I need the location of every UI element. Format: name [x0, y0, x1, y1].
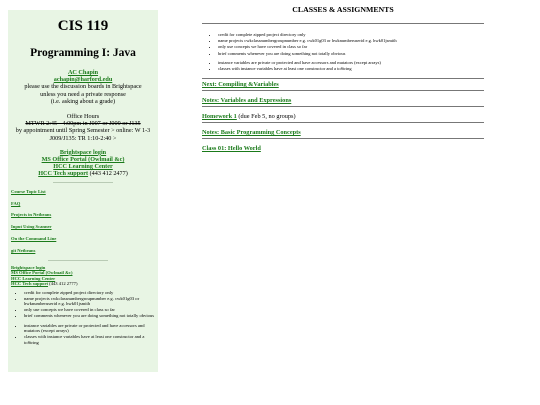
list-item: • instance variables are private or protected and have accessors and mutators (except arrays): [24, 323, 158, 334]
mini-tech-support-link[interactable]: HCC Tech support: [11, 281, 49, 287]
divider: [53, 182, 113, 183]
list-item: • classes with instance variables have at least one constructor and a toString: [218, 66, 484, 72]
divider: [202, 122, 484, 123]
office-portal-link[interactable]: MS Office Portal (Owlmail &c): [41, 156, 125, 164]
section-next: [202, 78, 484, 91]
homework-1-link[interactable]: Homework 1: [202, 112, 237, 120]
contact-note-2: unless you need a private response: [40, 90, 126, 98]
resource-links: [8, 149, 158, 178]
nav-faq[interactable]: FAQ: [11, 200, 21, 206]
section-notes-variables: [202, 97, 484, 107]
list-item: • credit for complete zipped project directory only: [24, 290, 158, 296]
office-hours: [8, 113, 158, 142]
divider: [202, 78, 484, 79]
mini-office-portal-link[interactable]: MS Office Portal (Owlmail &c): [11, 270, 73, 276]
tech-support-phone: (443 412 2477): [89, 170, 128, 178]
list-item: • name projects cwkclassnumbergroupnumber e.g. cwk01g03 or hwknumberuserid e.g. hwk01jsmith: [218, 38, 484, 44]
nav-input-using-scanner[interactable]: Input Using Scanner: [11, 224, 52, 230]
course-name: Programming I: Java: [30, 47, 136, 59]
mini-tech-phone: (443 412 2777): [49, 281, 78, 287]
divider: [202, 90, 484, 91]
list-item: • only use concepts we have covered in class so far: [24, 307, 158, 313]
divider: [48, 260, 108, 261]
nav-git-netbeans[interactable]: git Netbeans: [11, 248, 36, 254]
nav-list: [11, 189, 158, 254]
next-compiling-link[interactable]: Next: Compiling &Variables: [202, 80, 279, 88]
tech-support-link[interactable]: HCC Tech support: [38, 170, 89, 178]
contact-note-1: please use the discussion boards in Brightspace: [24, 83, 142, 91]
nav-command-line[interactable]: On the Command Line: [11, 236, 57, 242]
list-item: • credit for complete zipped project directory only: [218, 32, 484, 38]
nav-projects-in-netbeans[interactable]: Projects in Netbeans: [11, 212, 52, 218]
list-item: • name projects cwkclassnumbergroupnumber e.g. cwk01g03 or hwknumberuserid e.g. hwk01jsmith: [24, 296, 158, 307]
office-hours-heading: Office Hours: [66, 113, 100, 121]
class01-hello-world-link[interactable]: Class 01: Hello World: [202, 144, 261, 152]
section-homework: [202, 113, 484, 123]
contact-note-3: (i.e. asking about a grade): [50, 97, 116, 105]
section-class01: [202, 145, 484, 152]
nav-course-topic-list[interactable]: Course Topic List: [11, 188, 46, 194]
notes-basic-link[interactable]: Notes: Basic Programming Concepts: [202, 128, 301, 136]
instructor-link[interactable]: AC Chapin: [67, 69, 99, 76]
list-item: • brief comments whenever you are doing something not totally obvious: [218, 51, 484, 57]
mini-brightspace-link[interactable]: Brightspace login: [11, 264, 46, 270]
brightspace-link[interactable]: Brightspace login: [59, 148, 107, 156]
page-title: CLASSES & ASSIGNMENTS: [292, 5, 394, 14]
divider: [202, 23, 484, 24]
office-hours-line-1: by appointment until Spring Semester > online: W 1-3: [15, 127, 151, 135]
list-item: • brief comments whenever you are doing something not totally obvious: [24, 313, 158, 319]
divider: [202, 138, 484, 139]
sidebar: [8, 10, 158, 372]
course-number: CIS 119: [57, 18, 109, 34]
office-hours-line-2: J009/J135: TR 1:10-2:40 >: [49, 134, 117, 142]
list-item: • classes with instance variables have at least one constructor and a toString: [24, 334, 158, 345]
office-hours-old: MTWR 2:45 - 4:00pm in J007 or J009 or J135: [25, 120, 141, 128]
list-item: • only use concepts we have covered in class so far: [218, 44, 484, 50]
notes-variables-link[interactable]: Notes: Variables and Expressions: [202, 96, 292, 104]
list-item: • instance variables are private or protected and have accessors and mutators (except arrays): [218, 60, 484, 66]
main-notes: [202, 32, 484, 72]
email-link[interactable]: achapin@harford.edu: [53, 76, 113, 84]
divider: [202, 106, 484, 107]
mini-learning-center-link[interactable]: HCC Learning Center: [11, 275, 56, 281]
sidebar-notes: [8, 290, 158, 346]
homework-due-note: (due Feb 5, no groups): [238, 112, 296, 120]
section-notes-basic: [202, 129, 484, 139]
mini-links: [11, 265, 158, 287]
contact-block: [8, 69, 158, 105]
main-content: [202, 0, 484, 200]
learning-center-link[interactable]: HCC Learning Center: [53, 163, 113, 171]
